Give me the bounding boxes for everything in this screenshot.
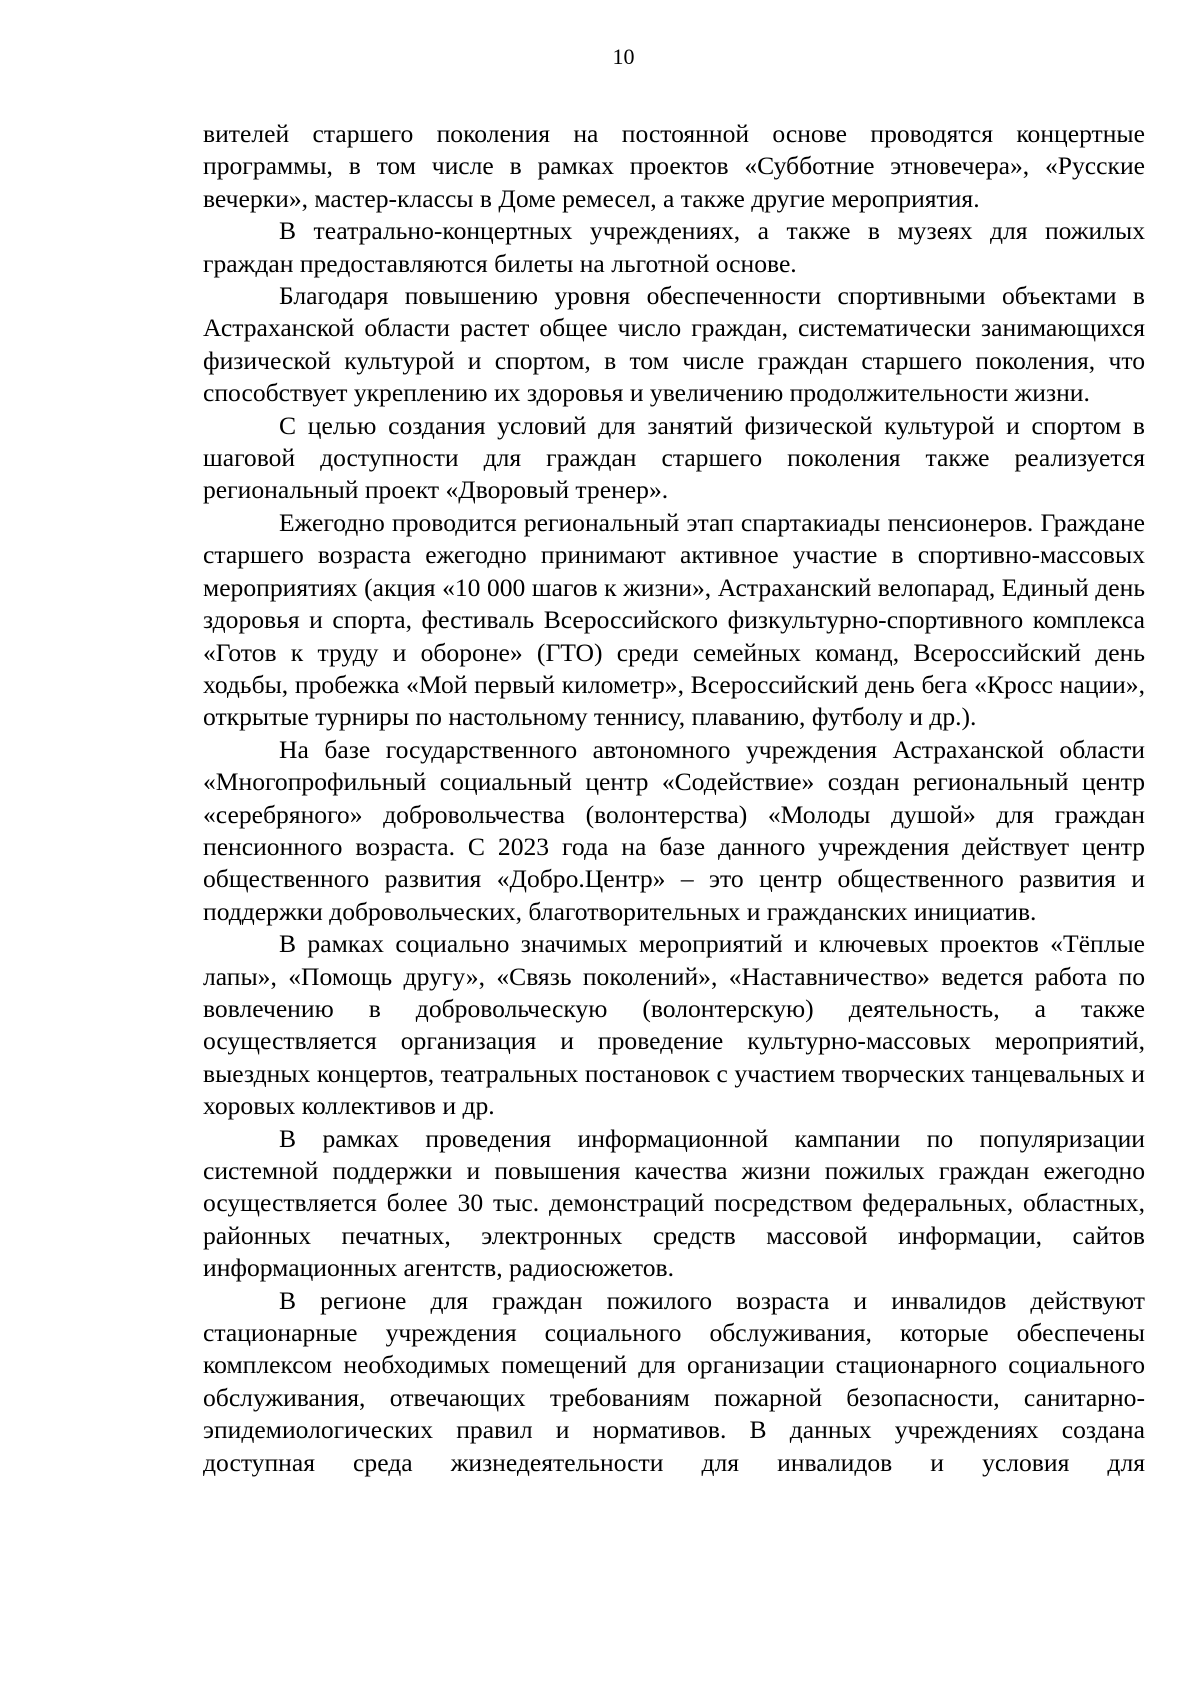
paragraph: На базе государственного автономного учреждения Астраханской области «Многопрофильный социальный центр «Содействие» создан региональный центр «серебряного» добровольчества (волонтерства) «Молоды душой» для граждан пенсионного возраста. С 2023 года на базе данного учреждения действует центр общественного развития «Добро.Центр» – это центр общественного развития и поддержки добровольческих, благотворительных и гражданских инициатив.: [203, 734, 1145, 926]
paragraph: В театрально-концертных учреждениях, а также в музеях для пожилых граждан предоставляются билеты на льготной основе.: [203, 216, 1145, 278]
document-body: [203, 118, 1145, 1479]
paragraph: вителей старшего поколения на постоянной основе проводятся концертные программы, в том числе в рамках проектов «Субботние этновечера», «Русские вечерки», мастер-классы в Доме ремесел, а также другие мероприятия.: [203, 119, 1145, 213]
paragraph: В рамках проведения информационной кампании по популяризации системной поддержки и повышения качества жизни пожилых граждан ежегодно осуществляется более 30 тыс. демонстраций посредством федеральных, областных, районных печатных, электронных средств массовой информации, сайтов информационных агентств, радиосюжетов.: [203, 1123, 1145, 1283]
paragraph: В регионе для граждан пожилого возраста и инвалидов действуют стационарные учреждения социального обслуживания, которые обеспечены комплексом необходимых помещений для организации стационарного социального обслуживания, отвечающих требованиям пожарной безопасности, санитарно-эпидемиологических правил и нормативов. В данных учреждениях создана доступная среда жизнедеятельности для инвалидов и условия для: [203, 1285, 1145, 1477]
paragraph: Благодаря повышению уровня обеспеченности спортивными объектами в Астраханской области растет общее число граждан, систематически занимающихся физической культурой и спортом, в том числе граждан старшего поколения, что способствует укреплению их здоровья и увеличению продолжительности жизни.: [203, 281, 1145, 408]
paragraph: Ежегодно проводится региональный этап спартакиады пенсионеров. Граждане старшего возраста ежегодно принимают активное участие в спортивно-массовых мероприятиях (акция «10 000 шагов к жизни», Астраханский велопарад, Единый день здоровья и спорта, фестиваль Всероссийского физкультурно-спортивного комплекса «Готов к труду и обороне» (ГТО) среди семейных команд, Всероссийский день ходьбы, пробежка «Мой первый километр», Всероссийский день бега «Кросс нации», открытые турниры по настольному теннису, плаванию, футболу и др.).: [203, 507, 1145, 732]
page-number: 10: [612, 44, 635, 69]
paragraph: С целью создания условий для занятий физической культурой и спортом в шаговой доступности для граждан старшего поколения также реализуется региональный проект «Дворовый тренер».: [203, 410, 1145, 505]
paragraph: В рамках социально значимых мероприятий и ключевых проектов «Тёплые лапы», «Помощь другу», «Связь поколений», «Наставничество» ведется работа по вовлечению в добровольческую (волонтерскую) деятельность, а также осуществляется организация и проведение культурно-массовых мероприятий, выездных концертов, театральных постановок с участием творческих танцевальных и хоровых коллективов и др.: [203, 929, 1145, 1121]
